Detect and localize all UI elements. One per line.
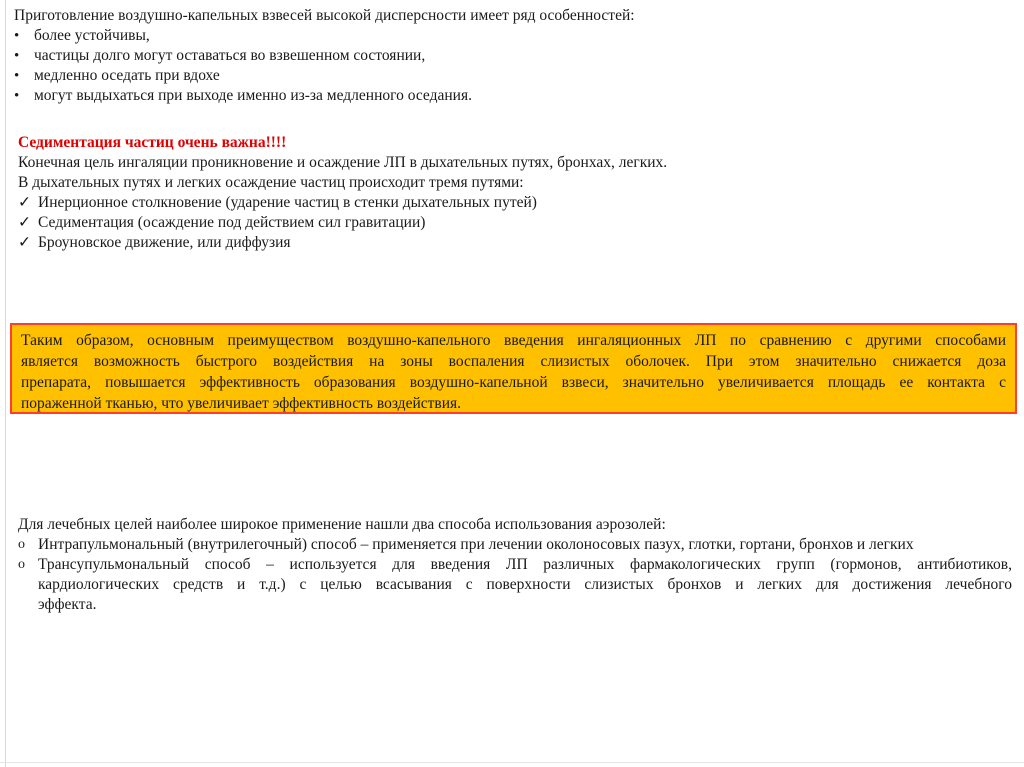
list-item-text: частицы долго могут оставаться во взвешенном состоянии, [34,47,426,64]
list-item [18,213,1008,233]
callout-line: является возможность быстрого воздействия на зоны воспаления слизистых оболочек. При этом значительно снижается доза [21,353,1006,370]
list-item [14,26,1004,46]
list-item [18,535,1012,555]
slide-bottom-edge [0,762,1024,763]
bullet-icon: • [14,28,20,44]
callout-line: Таким образом, основным преимуществом воздушно-капельного введения ингаляционных ЛП по сравнению с другими способами [21,332,1006,349]
circle-bullet-icon: o [18,557,25,572]
list-item-text: Седиментация (осаждение под действием сил гравитации) [38,214,426,231]
checkmark-icon: ✓ [18,194,31,211]
list-item-body [38,555,1012,615]
aerosol-methods-section [18,515,1012,615]
particle-features-section [14,6,1004,106]
list-item-text: Броуновское движение, или диффузия [38,234,291,251]
checkmark-icon: ✓ [18,214,31,231]
aerosol-methods-intro: Для лечебных целей наиболее широкое применение нашли два способа использования аэрозолей: [18,516,666,533]
sedimentation-section [18,133,1008,253]
conclusion-callout [10,323,1017,414]
list-item [18,555,1012,615]
bullet-icon: • [14,88,20,104]
list-item [18,193,1008,213]
list-item-text: более устойчивы, [34,27,150,44]
checkmark-icon: ✓ [18,234,31,251]
slide-left-edge [5,0,6,767]
list-item-text: Инерционное столкновение (ударение частиц в стенки дыхательных путей) [38,194,537,211]
list-item [14,66,1004,86]
list-item [14,46,1004,66]
list-item [14,86,1004,106]
circle-bullet-icon: o [18,537,25,552]
list-item-text: Трансупульмональный способ – используется для введения ЛП различных фармакологических групп (гормонов, антибиотиков, [38,556,1012,573]
list-item-text: Интрапульмональный (внутрилегочный) способ – применяется при лечении околоносовых пазух, глотки, гортани, бронхов и легких [38,536,914,553]
callout-line: пораженной тканью, что увеличивает эффективность воздействия. [21,395,462,412]
bullet-icon: • [14,48,20,64]
particle-features-intro: Приготовление воздушно-капельных взвесей высокой дисперсности имеет ряд особенностей: [14,7,635,24]
list-item [18,233,1008,253]
inhalation-goal-text: Конечная цель ингаляции проникновение и осаждение ЛП в дыхательных путях, бронхах, легких. [18,154,668,171]
deposition-paths-intro: В дыхательных путях и легких осаждение частиц происходит тремя путями: [18,174,524,191]
list-item-text: эффекта. [38,596,97,613]
list-item-text: могут выдыхаться при выходе именно из-за медленного оседания. [34,87,472,104]
list-item-text: медленно оседать при вдохе [34,67,220,84]
list-item-text: кардиологических средств и т.д.) с целью всасывания с поверхности слизистых бронхов и легких для достижения лечебного [38,576,1012,593]
bullet-icon: • [14,68,20,84]
sedimentation-heading: Седиментация частиц очень важна!!!! [18,134,287,151]
callout-line: препарата, повышается эффективность образования воздушно-капельной взвеси, значительно увеличивается площадь ее контакта с [21,374,1006,391]
